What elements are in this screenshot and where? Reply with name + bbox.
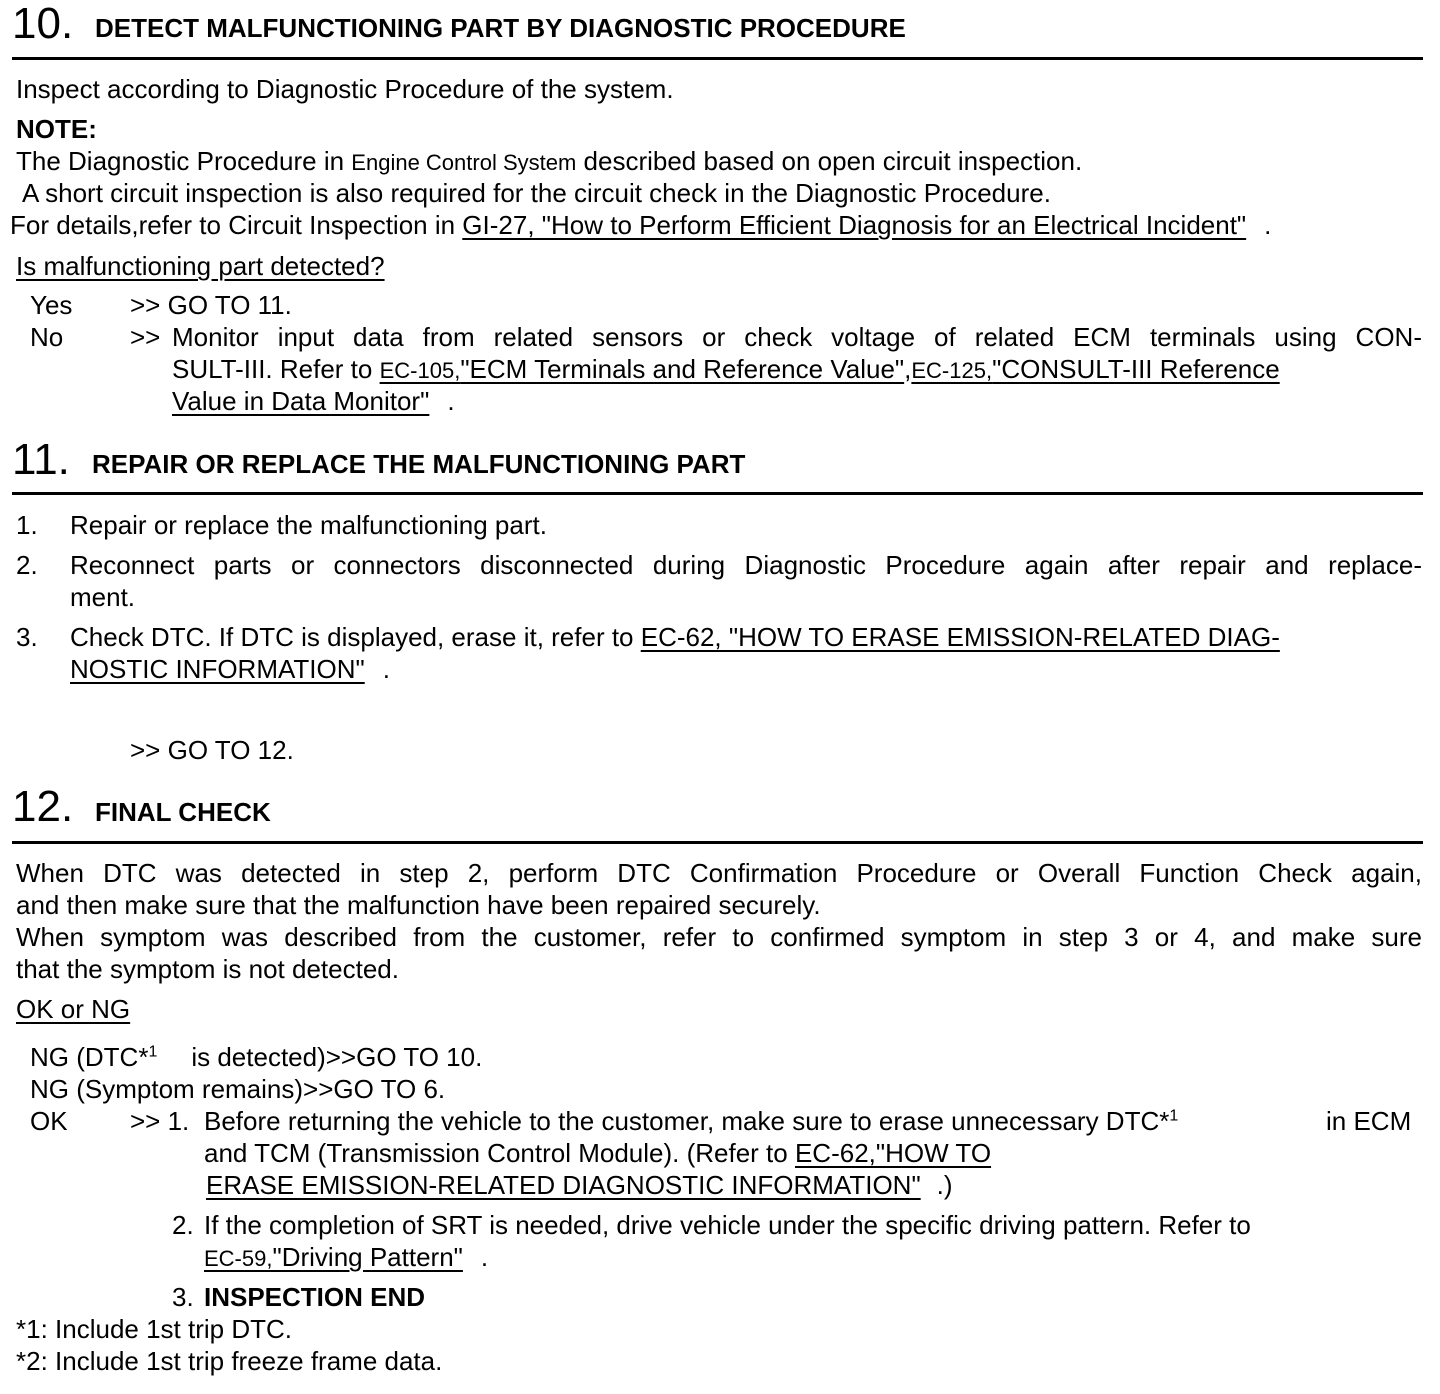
step-10-divider <box>12 57 1423 60</box>
ok-step-3-inspection-end: INSPECTION END <box>204 1282 426 1312</box>
step-12-para-2-line-1: When symptom was described from the customer, refer to confirmed symptom in step 3 or 4, and make sure <box>16 922 1422 952</box>
step-11-number: 11. <box>12 435 70 484</box>
step-12-title: FINAL CHECK <box>95 797 271 827</box>
answer-ng-dtc: NG (DTC*$^1$ is detected)>>GO TO 10. <box>30 1042 483 1072</box>
link-gi-27[interactable]: GI-27, "How to Perform Efficient Diagnosis for an Electrical Incident" <box>462 210 1247 240</box>
footnote-2: *2: Include 1st trip freeze frame data. <box>16 1346 443 1376</box>
note-line-1: The Diagnostic Procedure in Engine Control System described based on open circuit inspection. <box>16 146 1083 176</box>
step-12-para-1-line-2: and then make sure that the malfunction have been repaired securely. <box>16 890 821 920</box>
ok-step-2-number: 2. <box>172 1210 194 1240</box>
ok-step-2-line-2: EC-59,"Driving Pattern" . <box>204 1242 489 1272</box>
answer-ng-symptom: NG (Symptom remains)>>GO TO 6. <box>30 1074 446 1104</box>
step-10-title: DETECT MALFUNCTIONING PART BY DIAGNOSTIC PROCEDURE <box>95 13 906 43</box>
link-ec-62[interactable]: EC-62, "HOW TO ERASE EMISSION-RELATED DIAG- <box>640 622 1280 652</box>
step-11-item-2-number: 2. <box>16 550 38 580</box>
answer-ok-label: OK <box>30 1106 68 1136</box>
footnote-1: *1: Include 1st trip DTC. <box>16 1314 292 1344</box>
link-ec-125-cont[interactable]: Value in Data Monitor" <box>172 386 430 416</box>
step-11-divider <box>12 492 1423 495</box>
step-11-item-3-line-1: Check DTC. If DTC is displayed, erase it, refer to EC-62, "HOW TO ERASE EMISSION-RELATED DIAG- <box>70 622 1280 652</box>
ok-step-1-line-1: Before returning the vehicle to the customer, make sure to erase unnecessary DTC*$^1$ <box>204 1106 1179 1136</box>
step-11-title: REPAIR OR REPLACE THE MALFUNCTIONING PART <box>92 449 746 479</box>
link-ec-62-ok[interactable]: EC-62,"HOW TO <box>794 1138 992 1168</box>
step-10-number: 10. <box>12 0 74 48</box>
step-12-para-1-line-1: When DTC was detected in step 2, perform DTC Confirmation Procedure or Overall Function Check again, <box>16 858 1422 888</box>
step-12-para-2-line-2: that the symptom is not detected. <box>16 954 399 984</box>
answer-no-label: No <box>30 322 64 352</box>
ok-step-1-line-3: ERASE EMISSION-RELATED DIAGNOSTIC INFORMATION" .) <box>206 1170 953 1200</box>
step-11-item-3-number: 3. <box>16 622 38 652</box>
ok-step-1-line-2: and TCM (Transmission Control Module). (Refer to EC-62,"HOW TO <box>204 1138 992 1168</box>
answer-no-line-3: Value in Data Monitor" . <box>172 386 455 416</box>
step-11-item-1-number: 1. <box>16 510 38 540</box>
ok-step-3-number: 3. <box>172 1282 194 1312</box>
step-10-instruction: Inspect according to Diagnostic Procedure of the system. <box>16 74 674 104</box>
link-ec-105[interactable]: EC-105,"ECM Terminals and Reference Value" <box>379 354 905 384</box>
link-ec-59[interactable]: EC-59,"Driving Pattern" <box>204 1242 463 1272</box>
step-12-divider <box>12 841 1423 844</box>
answer-no-line-1: Monitor input data from related sensors or check voltage of related ECM terminals using CON- <box>172 322 1422 352</box>
note-line-3: For details,refer to Circuit Inspection in GI-27, "How to Perform Efficient Diagnosis for an Electrical Incident" . <box>10 210 1272 240</box>
step-11-item-2-line-1: Reconnect parts or connectors disconnected during Diagnostic Procedure again after repair and replace- <box>70 550 1422 580</box>
link-ec-62-ok-cont[interactable]: ERASE EMISSION-RELATED DIAGNOSTIC INFORMATION" <box>206 1170 921 1200</box>
step-12-question: OK or NG <box>16 994 131 1024</box>
link-ec-125[interactable]: EC-125,"CONSULT-III Reference <box>911 354 1280 384</box>
note-line-2: A short circuit inspection is also required for the circuit check in the Diagnostic Procedure. <box>22 178 1051 208</box>
step-11-goto: >> GO TO 12. <box>130 735 294 765</box>
answer-yes-label: Yes <box>30 290 73 320</box>
link-ec-62-cont[interactable]: NOSTIC INFORMATION" <box>70 654 365 684</box>
ok-step-1-line-1-end: in ECM <box>1326 1106 1412 1136</box>
note-label: NOTE: <box>16 114 97 144</box>
answer-yes-action: >> GO TO 11. <box>130 290 292 320</box>
ok-step-2-line-1: If the completion of SRT is needed, drive vehicle under the specific driving pattern. Refer to <box>204 1210 1251 1240</box>
step-11-item-1: Repair or replace the malfunctioning part. <box>70 510 547 540</box>
step-10-question: Is malfunctioning part detected? <box>16 251 385 281</box>
answer-no-arrow: >> <box>130 322 161 352</box>
answer-no-line-2: SULT-III. Refer to EC-105,"ECM Terminals and Reference Value",EC-125,"CONSULT-III Reference <box>172 354 1280 384</box>
step-11-item-2-line-2: ment. <box>70 582 136 612</box>
answer-ok-arrow: >> 1. <box>130 1106 190 1136</box>
step-11-item-3-line-2: NOSTIC INFORMATION" . <box>70 654 390 684</box>
step-12-number: 12. <box>12 782 74 831</box>
